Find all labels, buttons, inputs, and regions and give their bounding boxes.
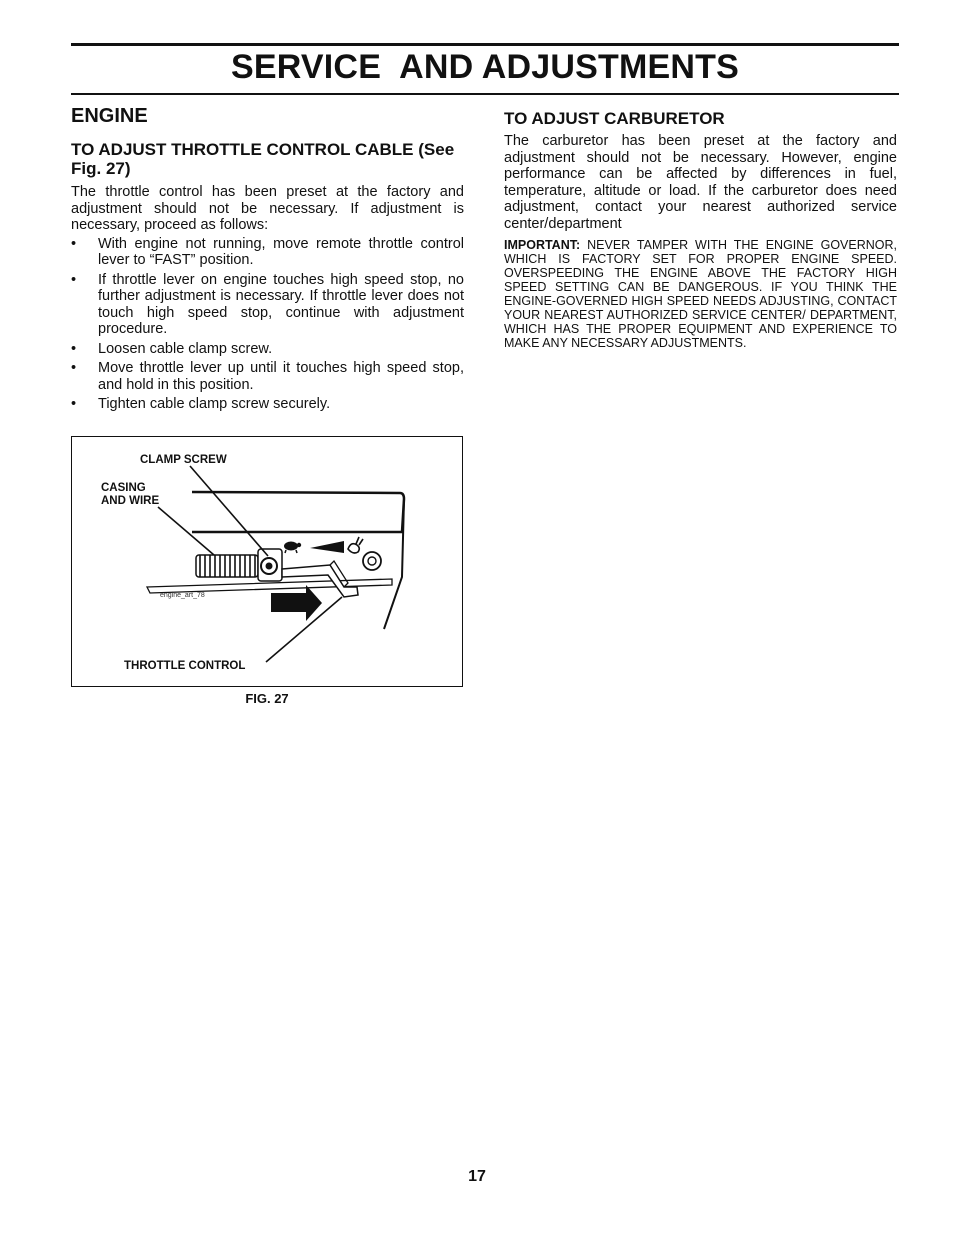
list-item [71,341,464,358]
step-text: If throttle lever on engine touches high speed stop, no further adjustment is necessary. If throttle lever does not touch high speed stop, continue with adjustment procedure. [98,271,464,337]
list-item [71,360,464,393]
carburetor-section [504,105,897,350]
bullet: • [71,271,77,288]
throttle-illustration [72,437,463,687]
important-label: IMPORTANT: [504,238,581,252]
engine-housing [192,492,404,532]
clamp-screw-center [266,563,273,570]
figure-27 [71,436,463,687]
throttle-intro: The throttle control has been preset at the factory and adjustment should not be necessary. If adjustment is necessary, proceed as follows: [71,184,464,233]
engine-edge [384,499,404,629]
carburetor-heading: TO ADJUST CARBURETOR [504,109,725,128]
bullet: • [71,235,77,252]
page-number: 17 [468,1168,486,1185]
bullet: • [71,360,77,376]
speed-wedge-icon [310,541,344,553]
list-item [71,272,464,338]
clamp-screw-leader [190,466,268,556]
figure-caption: FIG. 27 [245,691,289,706]
step-text: Move throttle lever up until it touches high speed stop, and hold in this position. [98,360,464,393]
engine-section [71,105,464,416]
throttle-steps-list [71,236,464,413]
throttle-control-label: THROTTLE CONTROL [124,660,246,672]
list-item [71,236,464,269]
list-item [71,396,464,413]
throttle-cable-heading: TO ADJUST THROTTLE CONTROL CABLE (See Fig. 27) [71,140,455,178]
art-id-label: engine_art_78 [160,592,205,599]
bullet: • [71,396,77,412]
header-bottom-rule [71,93,899,95]
important-notice [504,238,897,350]
header-top-rule [71,43,899,46]
direction-arrow-icon [271,585,322,621]
slow-turtle-icon [284,542,301,554]
clamp-screw-label: CLAMP SCREW [140,454,227,466]
bullet: • [71,340,77,357]
step-text: With engine not running, move remote throttle control lever to “FAST” position. [98,235,464,268]
engine-heading: ENGINE [71,105,148,127]
page-title: SERVICE AND ADJUSTMENTS [231,48,739,86]
casing-label-line1: CASING [101,482,146,494]
fast-rabbit-icon [348,537,363,553]
casing-label-line2: AND WIRE [101,495,160,507]
step-text: Loosen cable clamp screw. [98,340,273,357]
carburetor-body: The carburetor has been preset at the factory and adjustment should not be necessary. However, engine performance can be affected by differences in fuel, temperature, altitude or load. If the carburetor does need adjustment, contact your nearest authorized service center/department [504,133,897,232]
important-text: NEVER TAMPER WITH THE ENGINE GOVERNOR, WHICH IS FACTORY SET FOR PROPER ENGINE SPEED. OVERSPEEDING THE ENGINE ABOVE THE FACTORY HIGH SPEED SETTING CAN BE DANGEROUS. IF YOU THINK THE ENGINE-GOVERNED HIGH SPEED NEEDS ADJUSTING, CONTACT YOUR NEAREST AUTHORIZED SERVICE CENTER/ DEPARTMENT, WHICH HAS THE PROPER EQUIPMENT AND EXPERIENCE TO MAKE ANY NECESSARY ADJUSTMENTS. [504,238,897,350]
step-text: Tighten cable clamp screw securely. [98,396,331,412]
